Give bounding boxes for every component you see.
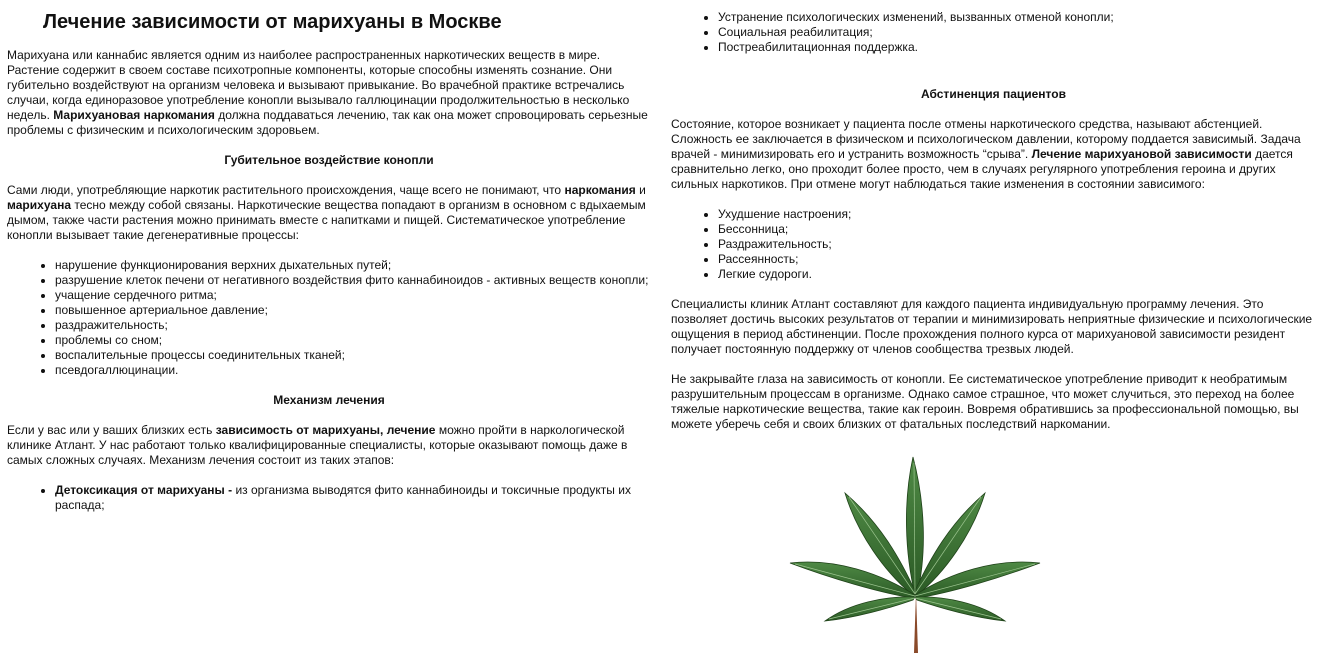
- closing-paragraph: Не закрывайте глаза на зависимость от конопли. Ее систематическое употребление приводит к необратимым разрушительным процессам в организме. Однако самое страшное, что может случиться, это переход на более тяжелые наркотические вещества, такие как героин. Вовремя обратившись за профессиональной помощью, вы можете уберечь себя и своих близких от фатальных последствий наркомании.: [671, 372, 1299, 431]
- symptoms-list: [671, 207, 1316, 282]
- harm-paragraph: Сами люди, употребляющие наркотик растительного происхождения, чаще всего не понимают, что наркомания и марихуана тесно между собой связаны. Наркотические вещества попадают в организм в основном с вдыхаемым дымом, также части растения можно принимать вместе с напитками и пищей. Систематическое употребление конопли вызывает такие дегенеративные процессы:: [7, 183, 646, 242]
- treatment-steps-continued: [671, 10, 1316, 55]
- section-heading-abstinence: Абстиненция пациентов: [921, 87, 1066, 101]
- list-item: • Легкие судороги.: [718, 267, 1316, 282]
- harm-list: [7, 258, 651, 378]
- list-item: • учащение сердечного ритма;: [55, 288, 651, 303]
- list-item: • повышенное артериальное давление;: [55, 303, 651, 318]
- left-column: [7, 0, 651, 513]
- list-item: • псевдогаллюцинации.: [55, 363, 651, 378]
- list-item: • Раздражительность;: [718, 237, 1316, 252]
- section-heading-treatment: Механизм лечения: [273, 393, 385, 407]
- treatment-steps-list: [7, 483, 651, 513]
- abstinence-paragraph: Состояние, которое возникает у пациента после отмены наркотического средства, называют абстенцией. Сложность ее заключается в физическом и психологическом давлении, которому поддается зависимый. Задача врачей - минимизировать его и устранить возможность “срыва”. Лечение марихуановой зависимости дается сравнительно легко, оно проходит более просто, чем в случаях регулярного употребления героина и других сильных наркотиков. При отмене могут наблюдаться такие изменения в состоянии зависимого:: [671, 117, 1301, 191]
- list-item: • разрушение клеток печени от негативного воздействия фито каннабиноидов - активных веществ конопли;: [55, 273, 651, 288]
- list-item: • Устранение психологических изменений, вызванных отменой конопли;: [718, 10, 1316, 25]
- list-item: • Бессонница;: [718, 222, 1316, 237]
- list-item: • Детоксикация от марихуаны - из организма выводятся фито каннабиноиды и токсичные продукты их распада;: [55, 483, 651, 513]
- page-title: Лечение зависимости от марихуаны в Москве: [43, 11, 502, 33]
- list-item: • Рассеянность;: [718, 252, 1316, 267]
- section-heading-harm: Губительное воздействие конопли: [224, 153, 434, 167]
- right-column: [671, 0, 1316, 432]
- treatment-paragraph: Если у вас или у ваших близких есть зависимость от марихуаны, лечение можно пройти в наркологической клинике Атлант. У нас работают только квалифицированные специалисты, которые оказывают помощь даже в самых сложных случаях. Механизм лечения состоит из таких этапов:: [7, 423, 628, 467]
- list-item: • воспалительные процессы соединительных тканей;: [55, 348, 651, 363]
- list-item: • Социальная реабилитация;: [718, 25, 1316, 40]
- list-item: • Ухудшение настроения;: [718, 207, 1316, 222]
- list-item: • нарушение функционирования верхних дыхательных путей;: [55, 258, 651, 273]
- cannabis-leaf-image: [785, 453, 1045, 653]
- program-paragraph: Специалисты клиник Атлант составляют для каждого пациента индивидуальную программу лечения. Это позволяет достичь высоких результатов от терапии и минимизировать неприятные физические и психологические ощущения в период абстиненции. После прохождения полного курса от марихуановой зависимости резидент получает постоянную поддержку от членов сообщества трезвых людей.: [671, 297, 1313, 356]
- list-item: • проблемы со сном;: [55, 333, 651, 348]
- list-item: • Постреабилитационная поддержка.: [718, 40, 1316, 55]
- intro-paragraph: Марихуана или каннабис является одним из наиболее распространенных наркотических веществ в мире. Растение содержит в своем составе психотропные компоненты, которые способны изменять сознание. Они губительно воздействуют на организм человека и вызывают привыкание. Во врачебной практике встречались случаи, когда единоразовое употребление конопли вызывало галлюцинации продолжительностью в несколько недель. Марихуановая наркомания должна поддаваться лечению, так как она может спровоцировать серьезные проблемы с физическим и психологическим здоровьем.: [7, 48, 648, 137]
- list-item: • раздражительность;: [55, 318, 651, 333]
